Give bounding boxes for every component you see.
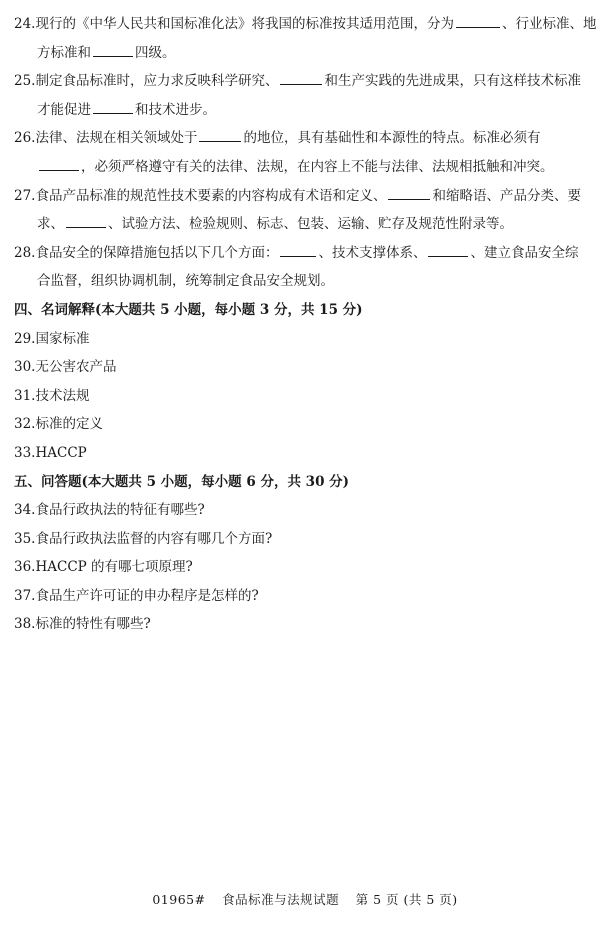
- question-item: 36.HACCP 的有哪七项原理?: [14, 559, 193, 576]
- answer-blank[interactable]: [199, 127, 241, 142]
- question-item: 34.食品行政执法的特征有哪些?: [14, 502, 205, 519]
- question-text: 28.食品安全的保障措施包括以下几个方面：: [14, 244, 279, 261]
- question-28-line-2: [14, 267, 596, 296]
- question-text: 求、: [37, 216, 64, 233]
- section-4-heading: 四、名词解释(本大题共 5 小题，每小题 3 分，共 15 分): [14, 301, 363, 318]
- question-text: 和生产实践的先进成果，只有这样技术标准: [324, 73, 581, 90]
- page-number: 第 5 页 (共 5 页): [355, 892, 458, 907]
- section-5-heading: 五、问答题(本大题共 5 小题，每小题 6 分，共 30 分): [14, 473, 350, 490]
- question-24-line-2: [14, 39, 596, 68]
- question-27-line-2: [14, 210, 596, 239]
- question-text: 合监督，组织协调机制，统筹制定食品安全规划。: [37, 273, 334, 290]
- term-item: 29.国家标准: [14, 330, 90, 347]
- question-text: 四级。: [135, 44, 176, 61]
- question-25-line-1: [14, 67, 596, 96]
- question-text: 、试验方法、检验规则、标志、包装、运输、贮存及规范性附录等。: [108, 216, 513, 233]
- answer-blank[interactable]: [39, 156, 79, 171]
- exam-title: 食品标准与法规试题: [222, 892, 340, 907]
- term-item: 33.HACCP: [14, 444, 87, 461]
- term-item: 32.标准的定义: [14, 416, 103, 433]
- question-text: 25.制定食品标准时，应力求反映科学研究、: [14, 73, 279, 90]
- answer-blank[interactable]: [280, 242, 316, 257]
- term-item: 31.技术法规: [14, 387, 90, 404]
- answer-blank[interactable]: [93, 42, 133, 57]
- question-27-line-1: [14, 182, 596, 211]
- question-text: 才能促进: [37, 101, 91, 118]
- question-text: 、行业标准、地: [501, 16, 597, 32]
- question-item: 38.标准的特性有哪些?: [14, 616, 151, 633]
- answer-blank[interactable]: [456, 13, 500, 28]
- question-text: ，必须严格遵守有关的法律、法规，在内容上不能与法律、法规相抵触和冲突。: [81, 158, 554, 175]
- answer-blank[interactable]: [388, 185, 430, 200]
- question-26-line-2: [14, 153, 596, 182]
- question-26-line-1: [14, 124, 596, 153]
- question-text: 24.现行的《中华人民共和国标准化法》将我国的标准按其适用范围，分为: [14, 16, 454, 32]
- question-24-line-1: [14, 10, 596, 39]
- exam-page: [14, 10, 596, 639]
- answer-blank[interactable]: [280, 70, 322, 85]
- question-28-line-1: [14, 239, 596, 268]
- question-text: 26.法律、法规在相关领域处于: [14, 130, 198, 147]
- answer-blank[interactable]: [93, 99, 133, 114]
- answer-blank[interactable]: [66, 213, 106, 228]
- question-text: 、建立食品安全综: [470, 244, 579, 261]
- page-footer: [0, 890, 610, 908]
- question-item: 35.食品行政执法监督的内容有哪几个方面?: [14, 530, 273, 547]
- answer-blank[interactable]: [428, 242, 468, 257]
- question-25-line-2: [14, 96, 596, 125]
- question-text: 、技术支撑体系、: [318, 244, 427, 261]
- exam-code: 01965#: [152, 892, 206, 907]
- question-text: 和缩略语、产品分类、要: [432, 187, 581, 204]
- question-text: 方标准和: [37, 44, 91, 61]
- question-item: 37.食品生产许可证的申办程序是怎样的?: [14, 587, 259, 604]
- question-text: 和技术进步。: [135, 101, 216, 118]
- question-text: 27.食品产品标准的规范性技术要素的内容构成有术语和定义、: [14, 187, 387, 204]
- term-item: 30.无公害农产品: [14, 359, 117, 376]
- question-text: 的地位，具有基础性和本源性的特点。标准必须有: [243, 130, 541, 147]
